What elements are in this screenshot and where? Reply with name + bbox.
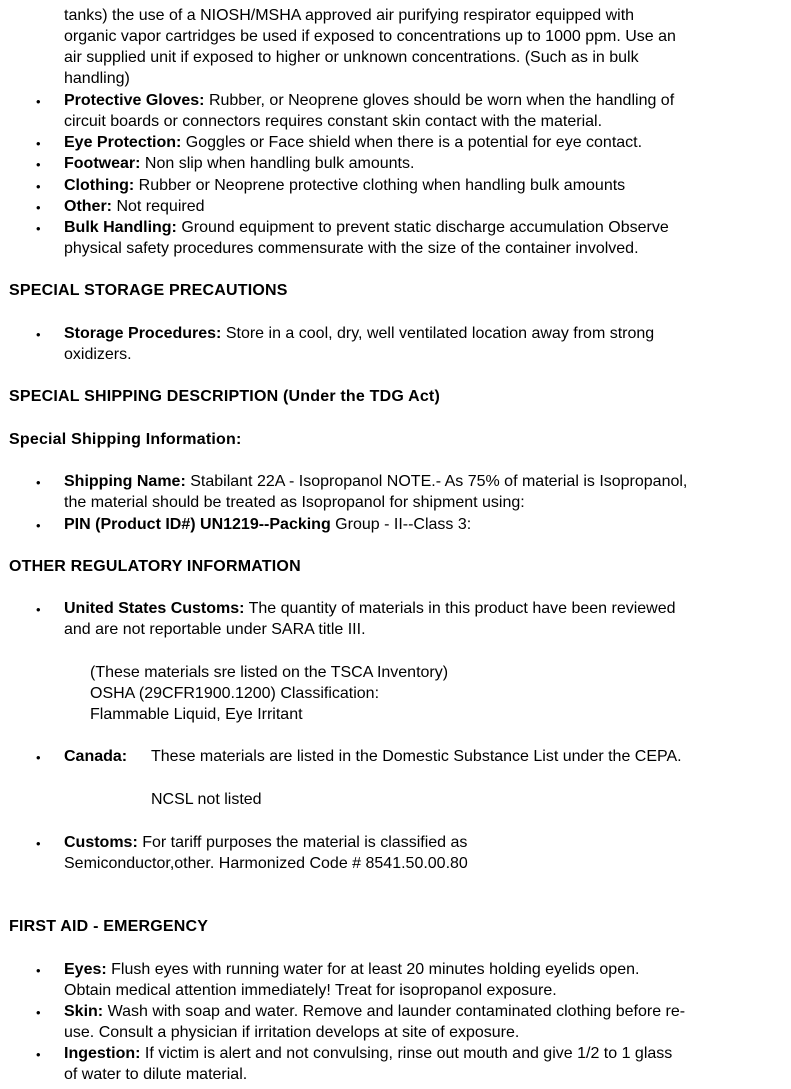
ingestion-text: If victim is alert and not convulsing, rinse out mouth and give 1/2 to 1 glass [140,1045,673,1062]
bullet: • [36,836,41,851]
list-item-footwear [64,153,786,174]
clothing-label: Clothing: [64,177,135,194]
eyes-text: Flush eyes with running water for at least 20 minutes holding eyelids open. [106,961,640,978]
bullet: • [36,94,41,109]
ingestion-label: Ingestion: [64,1045,141,1062]
tsca-line-1: (These materials sre listed on the TSCA Inventory) [90,664,449,681]
bullet: • [36,750,41,765]
us-customs-text: The quantity of materials in this product have been reviewed [244,600,676,617]
bullet: • [36,1005,41,1020]
list-item-shipping-name [64,471,786,513]
list-item-storage-procedures [64,323,786,365]
footwear-label: Footwear: [64,155,141,172]
bullet: • [36,963,41,978]
eyes-label: Eyes: [64,961,107,978]
list-item-pin [64,514,786,535]
bulk-handling-text: Ground equipment to prevent static discharge accumulation Observe [176,219,669,236]
canada-text: These materials are listed in the Domestic Substance List under the CEPA. [151,748,682,765]
shipping-name-text-2: the material should be treated as Isopropanol for shipment using: [64,494,525,511]
section-heading-first-aid: FIRST AID - EMERGENCY [9,918,209,935]
bullet: • [36,1047,41,1062]
customs-label: Customs: [64,834,138,851]
list-item-eyes [64,959,786,1001]
continuation-line-4: handling) [64,70,130,87]
bullet: • [36,221,41,236]
pin-label: PIN (Product ID#) UN1219--Packing [64,516,331,533]
bullet: • [36,179,41,194]
ingestion-text-2: of water to dilute material. [64,1066,248,1083]
subheading-shipping-information: Special Shipping Information: [9,431,242,448]
skin-label: Skin: [64,1003,104,1020]
bullet: • [36,157,41,172]
eye-protection-label: Eye Protection: [64,134,182,151]
other-text: Not required [112,198,205,215]
us-customs-text-2: and are not reportable under SARA title III. [64,621,366,638]
eye-protection-text: Goggles or Face shield when there is a potential for eye contact. [181,134,643,151]
section-heading-shipping: SPECIAL SHIPPING DESCRIPTION (Under the TDG Act) [9,388,440,405]
list-item-gloves [64,90,786,132]
list-item-clothing [64,175,786,196]
other-label: Other: [64,198,112,215]
list-item-other [64,196,786,217]
us-customs-label: United States Customs: [64,600,245,617]
ncsl-note: NCSL not listed [151,791,262,808]
gloves-text-2: circuit boards or connectors requires constant skin contact with the material. [64,113,603,130]
continuation-line-1: tanks) the use of a NIOSH/MSHA approved air purifying respirator equipped with [64,7,635,24]
continuation-line-2: organic vapor cartridges be used if exposed to concentrations up to 1000 ppm. Use an [64,28,676,45]
list-item-us-customs [64,598,786,640]
section-heading-storage: SPECIAL STORAGE PRECAUTIONS [9,282,288,299]
shipping-name-label: Shipping Name: [64,473,186,490]
bullet: • [36,518,41,533]
bullet: • [36,136,41,151]
storage-procedures-text-2: oxidizers. [64,346,132,363]
gloves-label: Protective Gloves: [64,92,205,109]
tsca-line-3: Flammable Liquid, Eye Irritant [90,706,303,723]
bulk-handling-text-2: physical safety procedures commensurate with the size of the container involved. [64,240,639,257]
clothing-text: Rubber or Neoprene protective clothing when handling bulk amounts [134,177,626,194]
bullet: • [36,200,41,215]
bullet: • [36,327,41,342]
pin-text: Group - II--Class 3: [330,516,472,533]
continuation-line-3: air supplied unit if exposed to higher or unknown concentrations. (Such as in bulk [64,49,639,66]
bullet: • [36,475,41,490]
list-item-ingestion [64,1043,786,1085]
list-item-customs [64,832,786,874]
customs-text: For tariff purposes the material is classified as [137,834,468,851]
tsca-line-2: OSHA (29CFR1900.1200) Classification: [90,685,380,702]
storage-procedures-text: Store in a cool, dry, well ventilated location away from strong [221,325,655,342]
section-heading-regulatory: OTHER REGULATORY INFORMATION [9,558,301,575]
bulk-handling-label: Bulk Handling: [64,219,177,236]
skin-text: Wash with soap and water. Remove and launder contaminated clothing before re- [103,1003,686,1020]
bullet: • [36,602,41,617]
respirator-continuation [64,5,786,89]
list-item-bulk-handling [64,217,786,259]
shipping-name-text: Stabilant 22A - Isopropanol NOTE.- As 75% of material is Isopropanol, [185,473,688,490]
list-item-skin [64,1001,786,1043]
canada-label: Canada: [64,748,128,765]
footwear-text: Non slip when handling bulk amounts. [140,155,415,172]
customs-text-2: Semiconductor,other. Harmonized Code # 8541.50.00.80 [64,855,468,872]
skin-text-2: use. Consult a physician if irritation develops at site of exposure. [64,1024,520,1041]
tsca-note [90,662,448,725]
storage-procedures-label: Storage Procedures: [64,325,222,342]
eyes-text-2: Obtain medical attention immediately! Treat for isopropanol exposure. [64,982,557,999]
gloves-text: Rubber, or Neoprene gloves should be worn when the handling of [204,92,675,109]
list-item-eye-protection [64,132,786,153]
